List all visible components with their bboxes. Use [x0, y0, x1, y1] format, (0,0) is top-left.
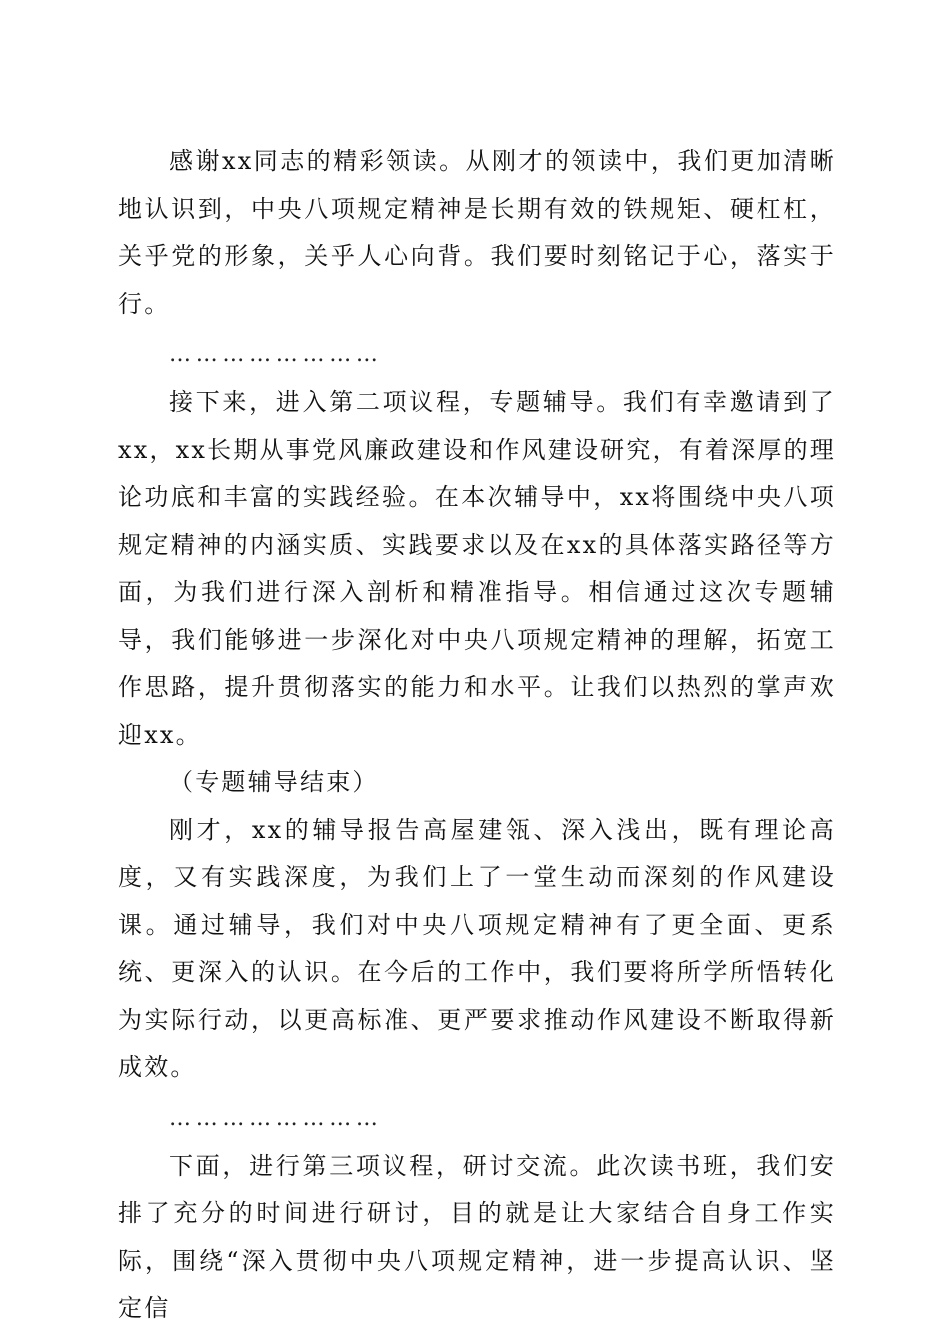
- ellipsis-separator: ……………………: [169, 342, 383, 367]
- paragraph-thanks-reading: 感谢xx同志的精彩领读。从刚才的领读中，我们更加清晰地认识到，中央八项规定精神是长期有效的铁规矩、硬杠杠，关乎党的形象，关乎人心向背。我们要时刻铭记于心，落实于行。: [118, 147, 836, 318]
- paragraph-summary: 刚才，xx的辅导报告高屋建瓴、深入浅出，既有理论高度，又有实践深度，为我们上了一堂生动而深刻的作风建设课。通过辅导，我们对中央八项规定精神有了更全面、更系统、更深入的认识。在今后的工作中，我们要将所学所悟转化为实际行动，以更高标准、更严要求推动作风建设不断取得新成效。: [118, 815, 836, 1081]
- ellipsis-separator: ……………………: [169, 1105, 383, 1131]
- session-end-note: （专题辅导结束）: [169, 768, 379, 796]
- paragraph-second-agenda: 接下来，进入第二项议程，专题辅导。我们有幸邀请到了xx，xx长期从事党风廉政建设和作风建设研究，有着深厚的理论功底和丰富的实践经验。在本次辅导中，xx将围绕中央八项规定精神的内涵实质、实践要求以及在xx的具体落实路径等方面，为我们进行深入剖析和精准指导。相信通过这次专题辅导，我们能够进一步深化对中央八项规定精神的理解，拓宽工作思路，提升贯彻落实的能力和水平。让我们以热烈的掌声欢迎xx。: [118, 388, 836, 749]
- paragraph-third-agenda: 下面，进行第三项议程，研讨交流。此次读书班，我们安排了充分的时间进行研讨，目的就是让大家结合自身工作实际，围绕“深入贯彻中央八项规定精神，进一步提高认识、坚定信: [118, 1151, 836, 1322]
